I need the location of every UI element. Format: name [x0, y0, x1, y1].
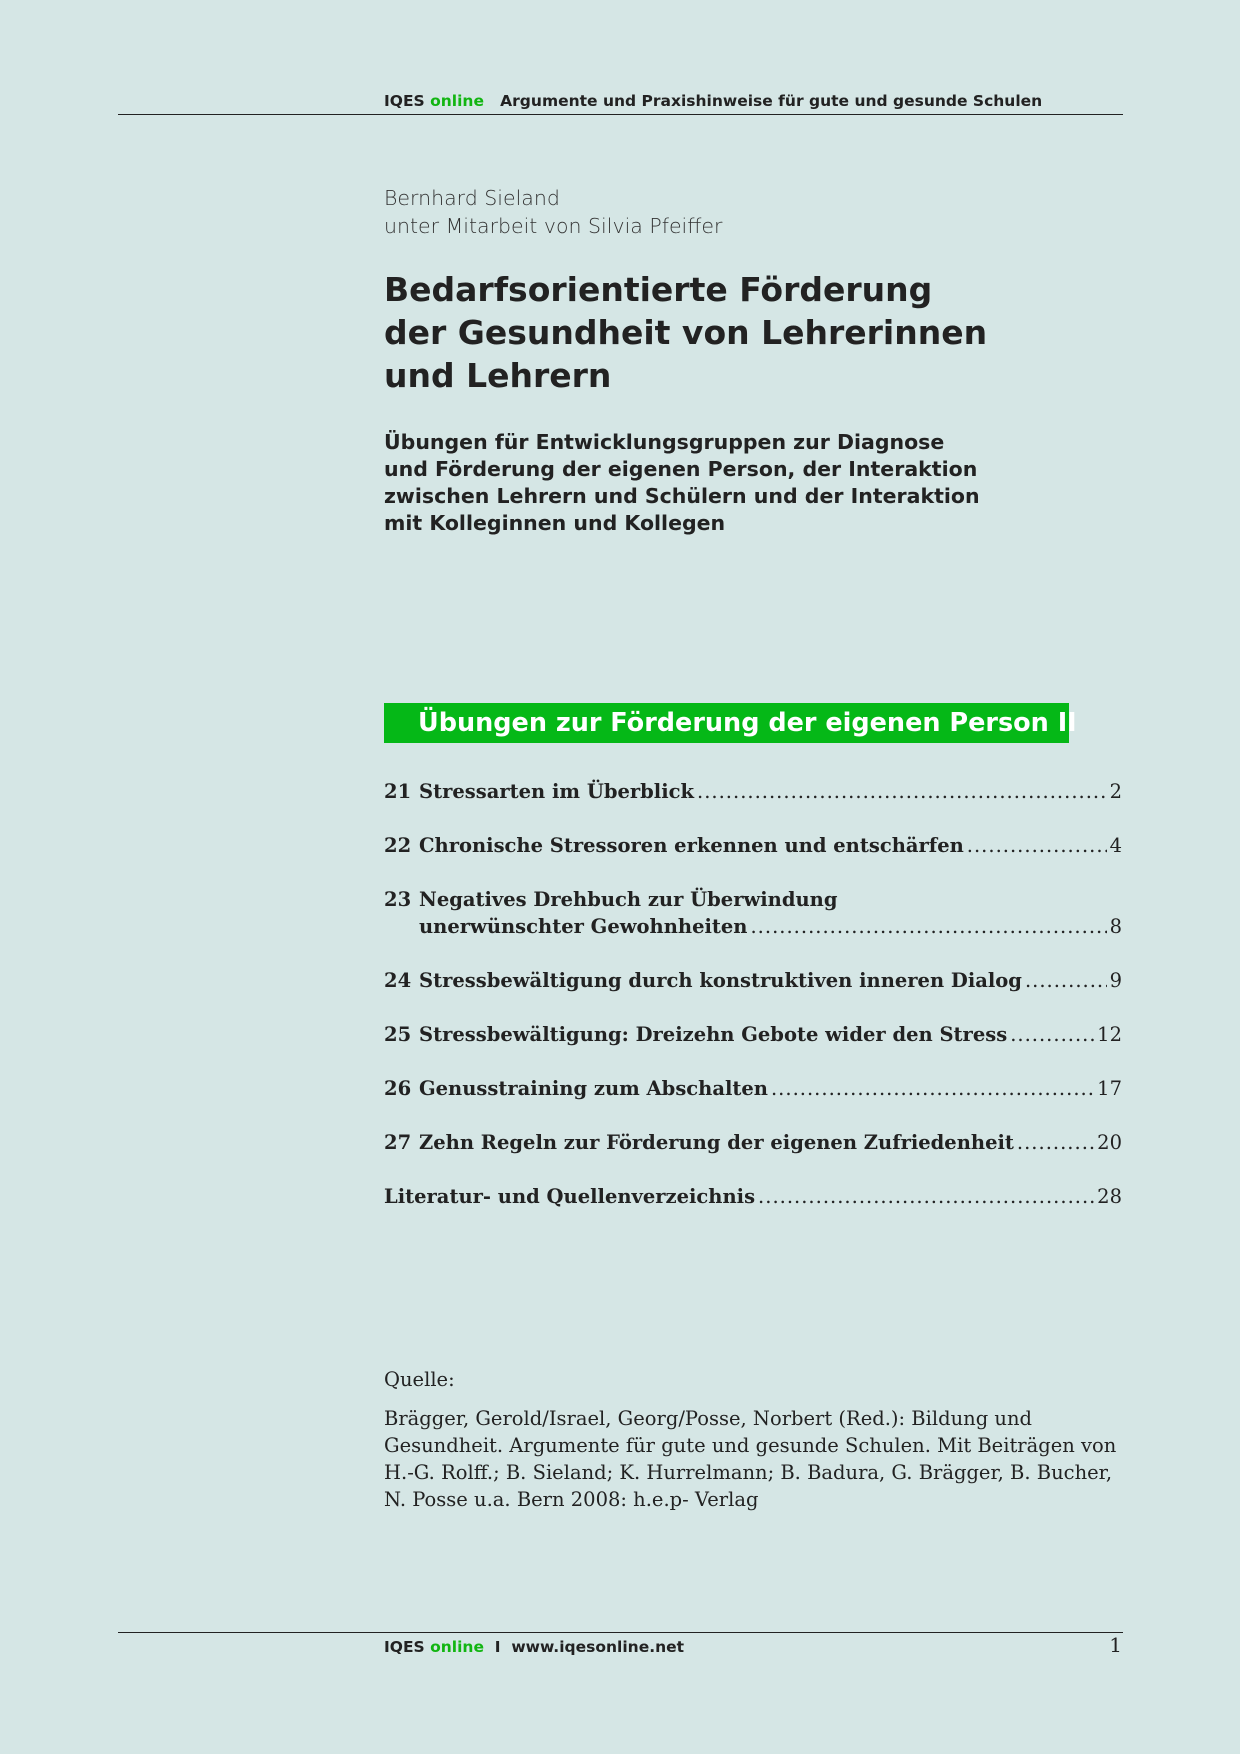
toc-title: Negatives Drehbuch zur Überwindung	[419, 888, 838, 911]
running-footer	[384, 1638, 684, 1656]
toc-title-continued: unerwünschter Gewohnheiten	[419, 915, 748, 938]
header-tagline: Argumente und Praxishinweise für gute und gesunde Schulen	[500, 92, 1043, 110]
toc-number: 23	[384, 888, 412, 911]
toc-number: 27	[384, 1131, 412, 1154]
toc-number: 26	[384, 1077, 412, 1100]
authors-block	[384, 184, 722, 240]
toc-number: 24	[384, 969, 412, 992]
toc-leader-dots	[758, 1183, 1094, 1210]
title-line: der Gesundheit von Lehrerinnen	[384, 313, 988, 352]
toc-page: 8	[1109, 915, 1122, 938]
toc-page: 28	[1097, 1185, 1122, 1208]
page-number: 1	[1109, 1633, 1122, 1657]
footer-brand-accent: online	[430, 1638, 484, 1656]
source-block	[384, 1368, 1124, 1513]
toc-entry[interactable]	[384, 832, 1122, 859]
toc-entry[interactable]	[384, 778, 1122, 805]
source-label: Quelle:	[384, 1368, 455, 1391]
subtitle-line: zwischen Lehrern und Schülern und der Interaktion	[384, 484, 980, 508]
toc-page: 20	[1097, 1131, 1122, 1154]
toc-entry[interactable]	[384, 1075, 1122, 1102]
toc-number: 21	[384, 780, 412, 803]
toc-number: 22	[384, 834, 412, 857]
toc-title: Stressbewältigung: Dreizehn Gebote wider den Stress	[419, 1023, 1008, 1046]
running-header	[384, 92, 1042, 110]
author-collaboration: unter Mitarbeit von Silvia Pfeiffer	[384, 214, 723, 238]
title-line: Bedarfsorientierte Förderung	[384, 270, 933, 309]
header-brand-accent: online	[430, 92, 484, 110]
toc-title: Stressbewältigung durch konstruktiven inneren Dialog	[419, 969, 1022, 992]
toc-page: 9	[1109, 969, 1122, 992]
toc-page: 2	[1109, 780, 1122, 803]
toc-leader-dots	[750, 913, 1106, 940]
toc-title: Genusstraining zum Abschalten	[419, 1077, 768, 1100]
toc-number: 25	[384, 1023, 412, 1046]
subtitle-line: Übungen für Entwicklungsgruppen zur Diagnose	[384, 430, 945, 454]
header-brand: IQES	[384, 92, 425, 110]
toc-page: 17	[1097, 1077, 1122, 1100]
footer-separator: I	[494, 1638, 501, 1656]
toc-leader-dots	[771, 1075, 1094, 1102]
source-citation: Brägger, Gerold/Israel, Georg/Posse, Norbert (Red.): Bildung und Gesundheit. Argumente für gute und gesunde Schulen. Mit Beiträgen von H.-G. Rolff.; B. Sieland; K. Hurrelmann; B. Badura, G. Brägger, B. Bucher, N. Posse u.a. Bern 2008: h.e.p- Verlag	[384, 1407, 1117, 1511]
author-name: Bernhard Sieland	[384, 186, 560, 210]
toc-entry[interactable]	[384, 967, 1122, 994]
toc-title: Chronische Stressoren erkennen und entschärfen	[419, 834, 964, 857]
document-title	[384, 268, 1084, 397]
toc-leader-dots	[697, 778, 1107, 805]
toc-title: Zehn Regeln zur Förderung der eigenen Zufriedenheit	[419, 1131, 1014, 1154]
toc-leader-dots	[967, 832, 1107, 859]
toc-leader-dots	[1025, 967, 1107, 994]
toc-title: Stressarten im Überblick	[419, 780, 694, 803]
toc-page: 12	[1097, 1023, 1122, 1046]
footer-url[interactable]: www.iqesonline.net	[511, 1638, 685, 1656]
toc-leader-dots	[1017, 1129, 1094, 1156]
document-subtitle	[384, 429, 1084, 537]
toc-entry[interactable]	[384, 1129, 1122, 1156]
toc-page: 4	[1109, 834, 1122, 857]
footer-brand: IQES	[384, 1638, 425, 1656]
header-rule	[118, 114, 1123, 115]
toc-entry[interactable]	[384, 1183, 1122, 1210]
toc-entry[interactable]	[384, 886, 1122, 940]
subtitle-line: und Förderung der eigenen Person, der Interaktion	[384, 457, 978, 481]
section-heading-bar: Übungen zur Förderung der eigenen Person II	[384, 703, 1069, 743]
toc-entry[interactable]	[384, 1021, 1122, 1048]
title-line: und Lehrern	[384, 356, 612, 395]
toc-title: Literatur- und Quellenverzeichnis	[384, 1185, 756, 1208]
toc-leader-dots	[1010, 1021, 1094, 1048]
footer-rule	[118, 1632, 1123, 1633]
subtitle-line: mit Kolleginnen und Kollegen	[384, 511, 726, 535]
